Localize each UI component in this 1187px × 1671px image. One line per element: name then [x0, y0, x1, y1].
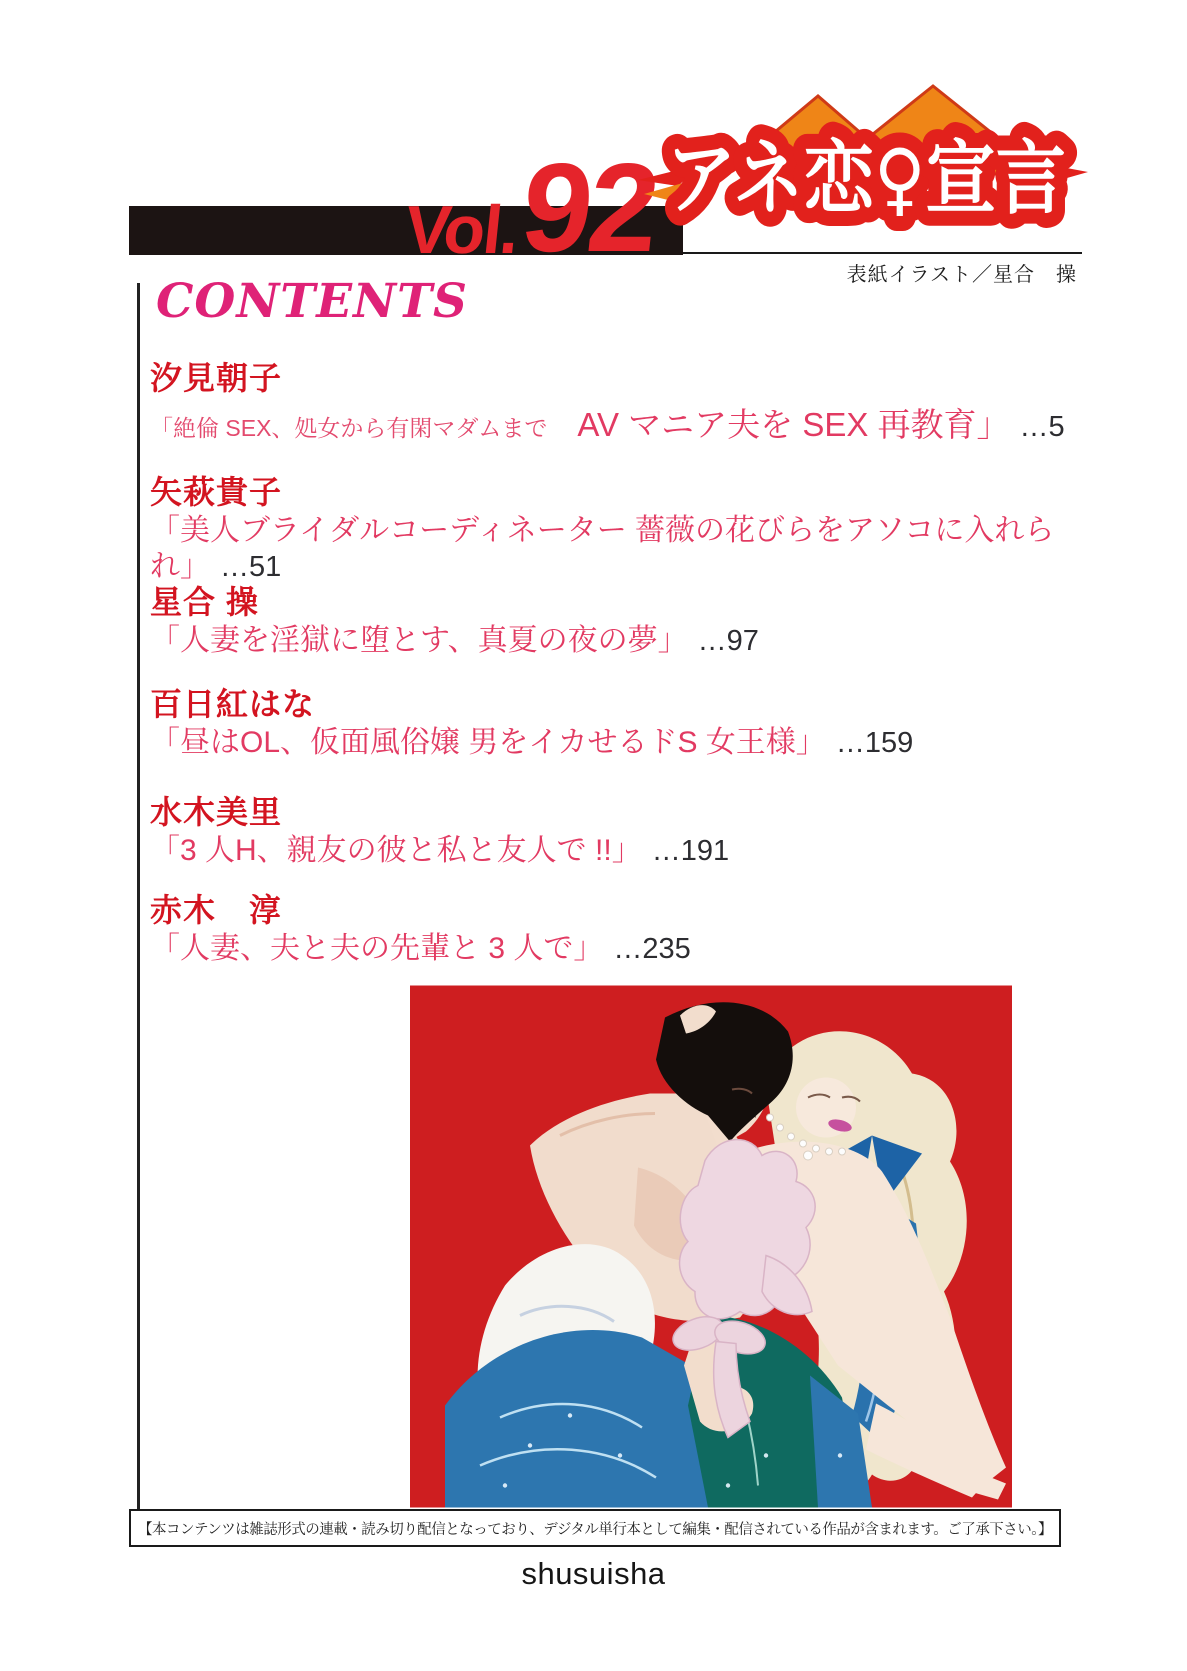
toc-title: 「人妻を淫獄に堕とす、真夏の夜の夢」	[150, 623, 688, 657]
toc-author: 矢萩貴子	[150, 474, 283, 510]
toc-page-number: …191	[651, 834, 730, 867]
volume-label: Vol.	[401, 192, 522, 268]
toc-title: 「昼はOL、仮面風俗嬢 男をイカせるドS 女王様」	[150, 725, 826, 759]
side-divider	[137, 283, 140, 1509]
toc-entry	[150, 584, 1110, 659]
toc-author: 水木美里	[150, 794, 283, 830]
toc-entry	[150, 892, 1110, 967]
toc-page-number: …5	[1019, 410, 1065, 443]
toc-title-row	[150, 833, 1110, 869]
toc-page-number: …51	[220, 550, 282, 583]
toc-title-row	[150, 623, 1110, 659]
toc-page-number: …97	[697, 624, 759, 657]
logo-text: アネ恋♀宣言	[666, 132, 1066, 225]
toc-title-row	[150, 513, 1110, 585]
toc-title: 「3 人H、親友の彼と私と友人で !!」	[150, 833, 642, 867]
toc-title: AV マニア夫を SEX 再教育」	[577, 405, 1010, 443]
toc-author: 百日紅はな	[150, 686, 316, 722]
toc-entry	[150, 474, 1110, 585]
toc-page-number: …235	[613, 932, 691, 965]
toc-entry	[150, 360, 1110, 445]
magazine-logo	[638, 82, 1088, 258]
header-divider	[683, 252, 1082, 254]
toc-title: 「美人ブライダルコーディネーター 薔薇の花びらをアソコに入れられ」	[150, 513, 1055, 583]
toc-title-row	[150, 931, 1110, 967]
toc-entry	[150, 686, 1110, 761]
toc-page-number: …159	[835, 726, 914, 759]
toc-title-row	[150, 725, 1110, 761]
toc-author: 汐見朝子	[150, 360, 283, 396]
toc-author: 星合 操	[150, 584, 259, 620]
publisher-name: shusuisha	[521, 1556, 666, 1591]
footer-notice: 【本コンテンツは雑誌形式の連載・読み切り配信となっており、デジタル単行本として編集・配信されている作品が含まれます。ご了承下さい。】	[138, 1521, 1052, 1538]
toc-entry	[150, 794, 1110, 869]
cover-credit: 表紙イラスト／星合 操	[846, 264, 1077, 286]
toc-title-prefix: 「絶倫 SEX、処女から有閑マダムまで	[150, 414, 548, 441]
toc-title-row	[150, 405, 1110, 445]
contents-heading: CONTENTS	[156, 274, 468, 329]
footer-notice-box	[129, 1509, 1061, 1547]
toc-author: 赤木 淳	[150, 892, 283, 928]
volume-number: 92	[515, 137, 663, 278]
cover-illustration	[410, 985, 1012, 1508]
toc-title: 「人妻、夫と夫の先輩と 3 人で」	[150, 931, 604, 965]
